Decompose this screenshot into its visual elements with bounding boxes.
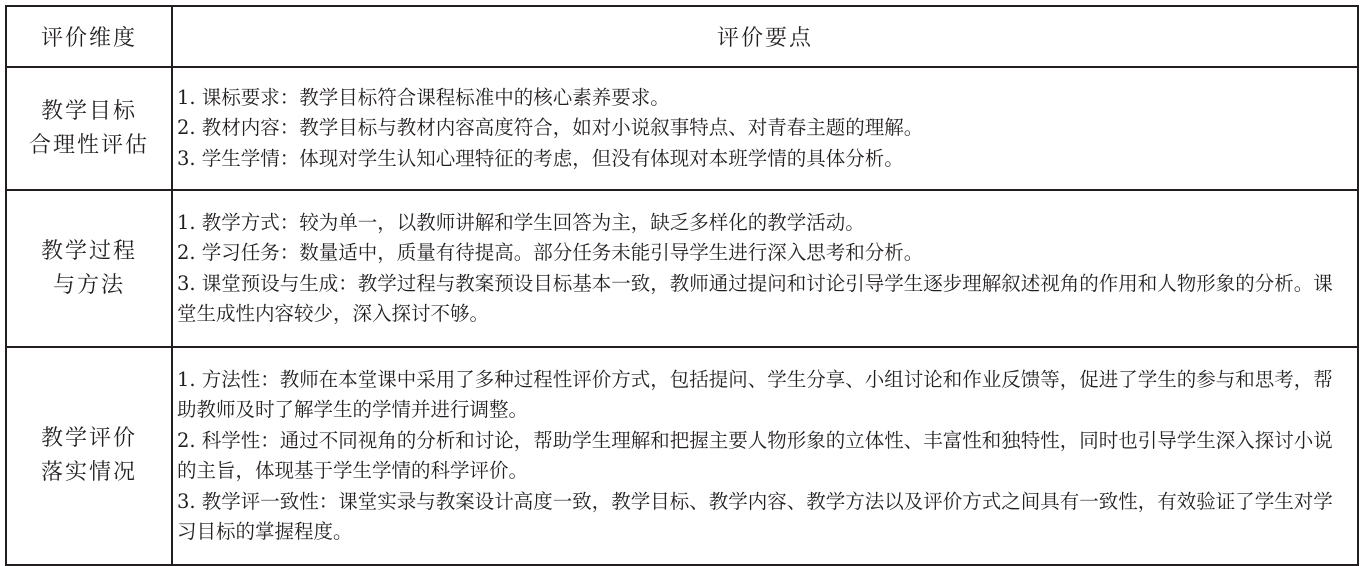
key-points-cell bbox=[172, 67, 1358, 190]
key-point: 1. 课标要求：教学目标符合课程标准中的核心素养要求。 bbox=[177, 85, 670, 109]
dimension-line: 与方法 bbox=[52, 272, 125, 298]
table-row bbox=[6, 190, 1358, 347]
dimension-line: 落实情况 bbox=[40, 460, 137, 485]
key-point: 3. 课堂预设与生成：教学过程与教案预设目标基本一致，教师通过提问和讨论引导学生逐步理解叙述视角的作用和人物形象的分析。课堂生成性内容较少，深入探讨不够。 bbox=[177, 271, 1333, 325]
table-row bbox=[6, 67, 1358, 190]
key-points-cell bbox=[172, 347, 1358, 565]
dimension-line: 教学目标 bbox=[40, 98, 137, 124]
dimension-cell bbox=[6, 347, 172, 565]
evaluation-table bbox=[5, 5, 1359, 566]
evaluation-table-container bbox=[5, 5, 1357, 544]
dimension-cell bbox=[6, 67, 172, 190]
header-dimension: 评价维度 bbox=[6, 6, 172, 67]
key-point: 3. 教学评一致性：课堂实录与教案设计高度一致，教学目标、教学内容、教学方法以及评价方式之间具有一致性，有效验证了学生对学习目标的掌握程度。 bbox=[177, 489, 1333, 543]
key-point: 1. 教学方式：较为单一，以教师讲解和学生回答为主，缺乏多样化的教学活动。 bbox=[177, 210, 865, 234]
key-point: 2. 教材内容：教学目标与教材内容高度符合，如对小说叙事特点、对青春主题的理解。 bbox=[177, 116, 924, 140]
dimension-line: 教学过程 bbox=[40, 238, 137, 264]
key-point: 2. 学习任务：数量适中，质量有待提高。部分任务未能引导学生进行深入思考和分析。 bbox=[177, 241, 924, 264]
table-header-row bbox=[6, 6, 1358, 67]
key-point: 2. 科学性：通过不同视角的分析和讨论，帮助学生理解和把握主要人物形象的立体性、丰富性和独特性，同时也引导学生深入探讨小说的主旨，体现基于学生学情的科学评价。 bbox=[177, 428, 1333, 482]
table-row bbox=[6, 347, 1358, 565]
key-points-cell bbox=[172, 190, 1358, 347]
dimension-cell bbox=[6, 190, 172, 347]
dimension-line: 合理性评估 bbox=[28, 132, 149, 158]
key-point: 3. 学生学情：体现对学生认知心理特征的考虑，但没有体现对本班学情的具体分析。 bbox=[177, 146, 904, 170]
key-point: 1. 方法性：教师在本堂课中采用了多种过程性评价方式，包括提问、学生分享、小组讨论和作业反馈等，促进了学生的参与和思考，帮助教师及时了解学生的学情并进行调整。 bbox=[177, 367, 1333, 421]
header-key-points: 评价要点 bbox=[172, 6, 1358, 67]
dimension-line: 教学评价 bbox=[40, 426, 137, 451]
